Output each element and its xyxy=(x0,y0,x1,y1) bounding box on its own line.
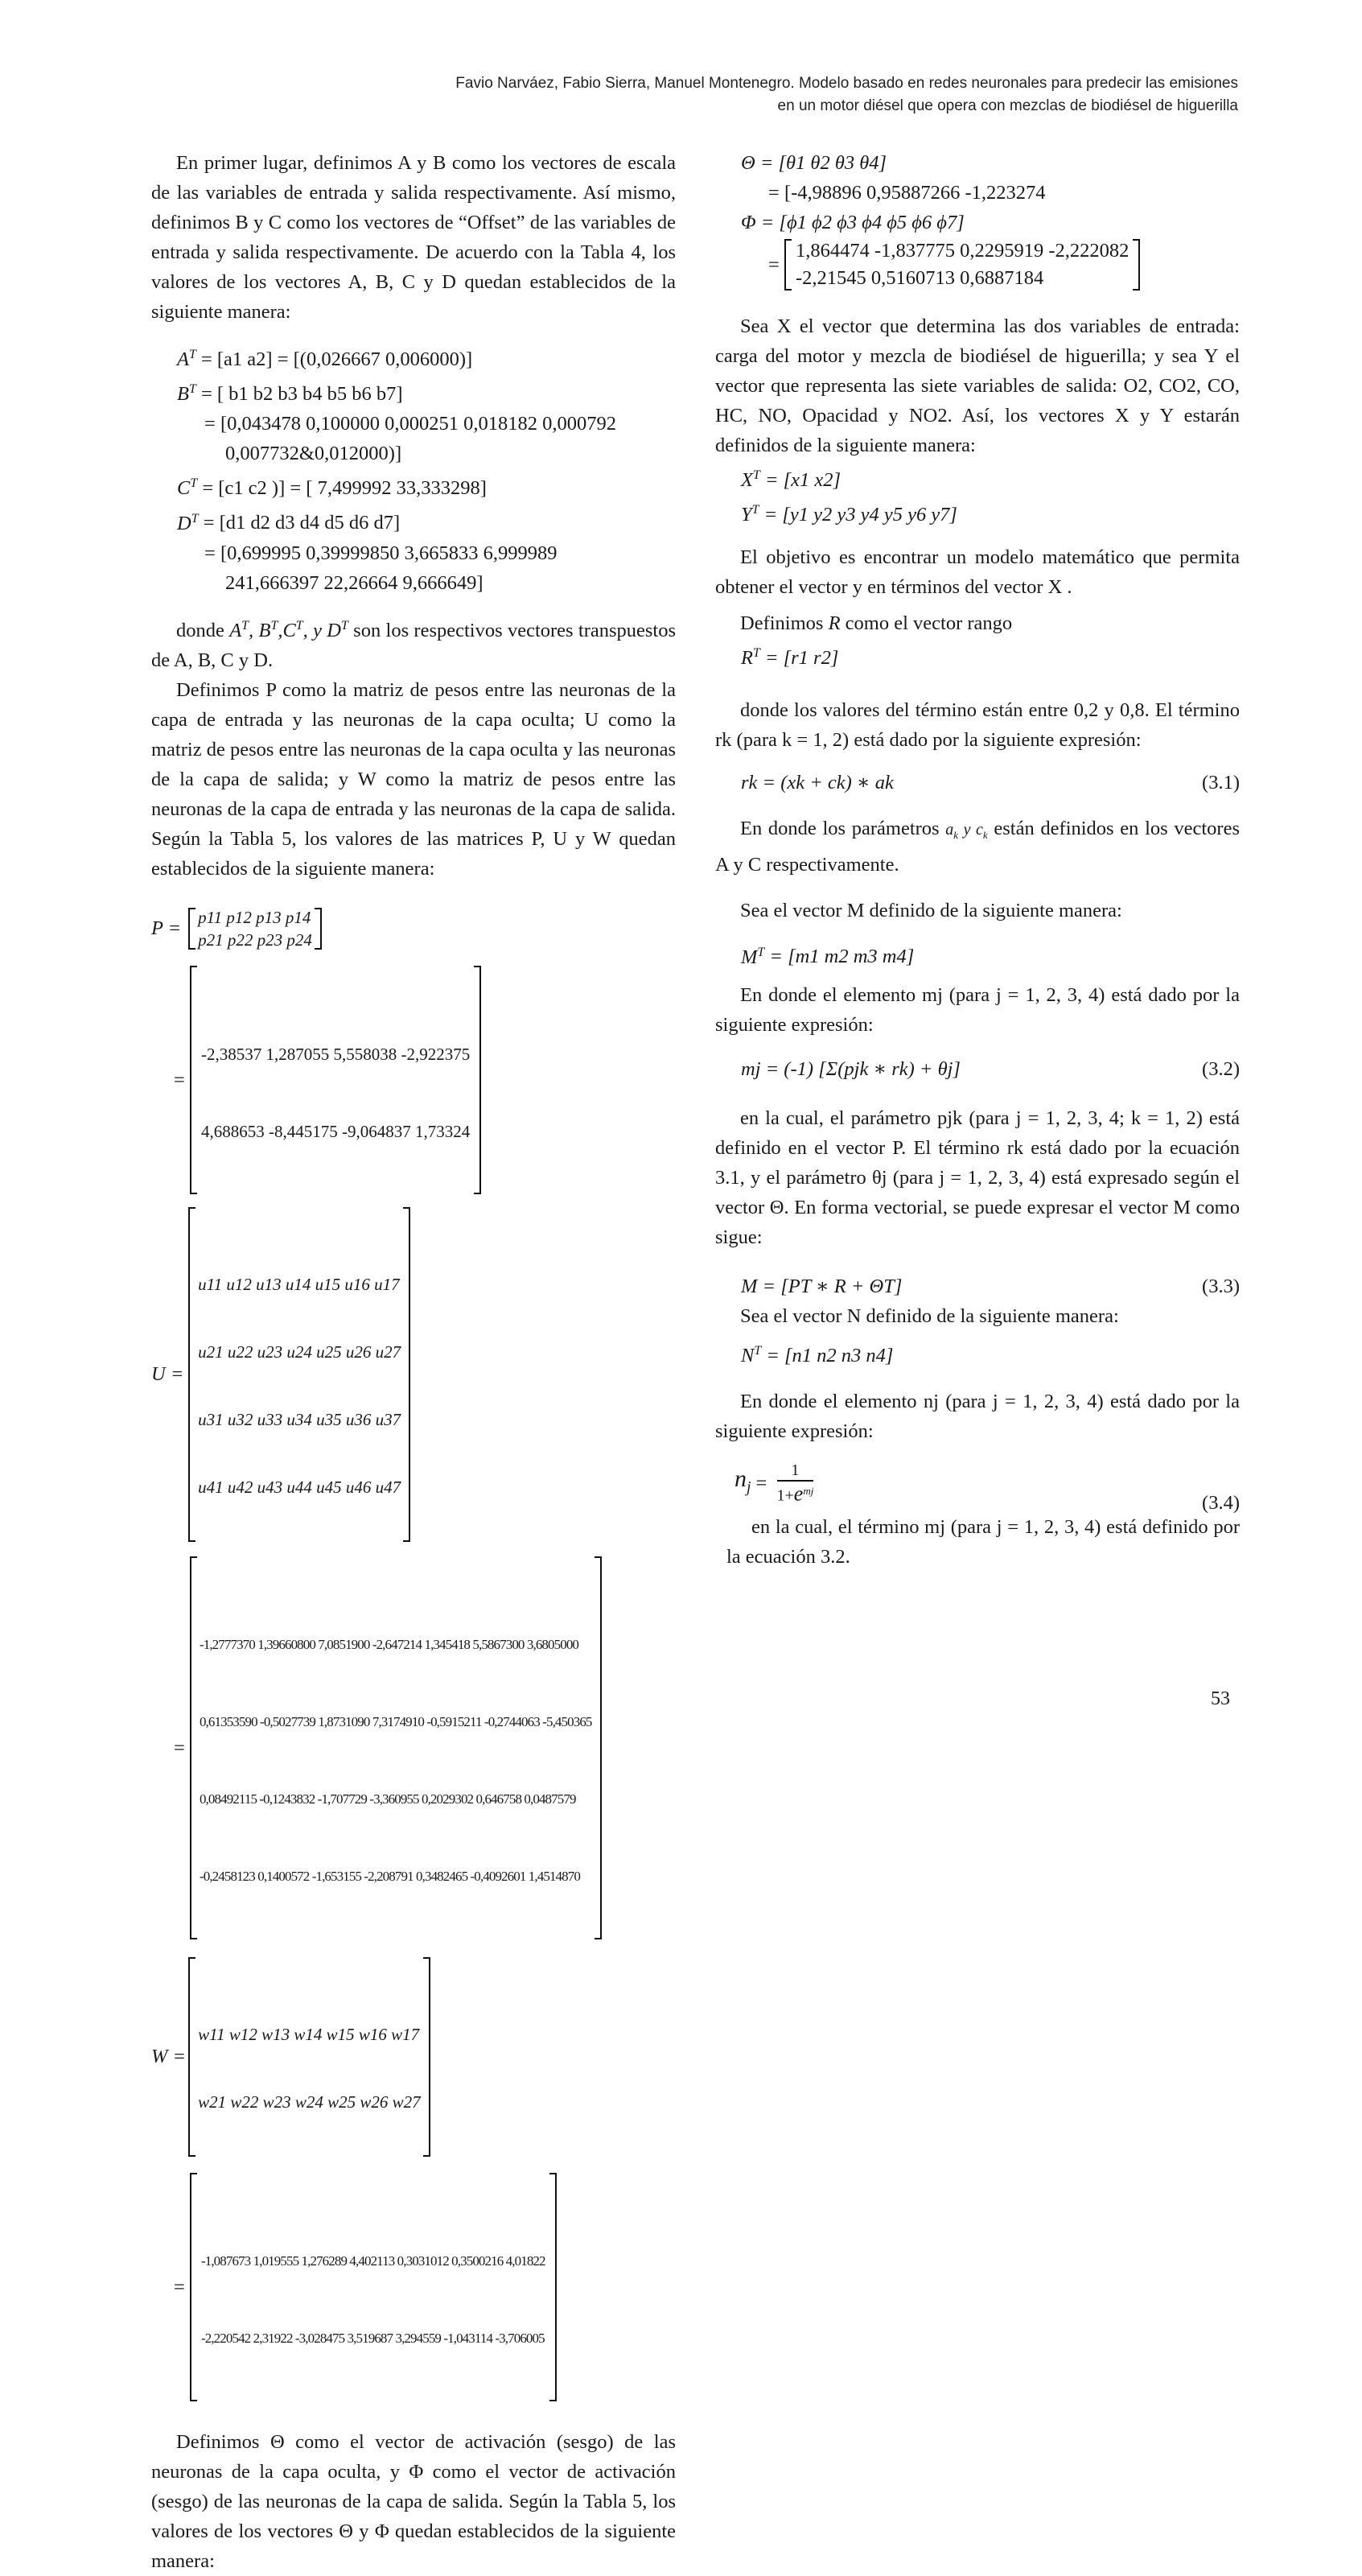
sigmoid-fraction: $\frac{1}{1+e^{mj}}$ xyxy=(776,1461,814,1506)
equation-x: $X^T = [x1$ x2] xyxy=(741,468,841,492)
matrix-p-row: p21 p22 p23 p24 xyxy=(198,929,312,950)
phi-values-row: 1,864474 -1,837775 0,2295919 -2,222082 xyxy=(795,240,1130,262)
matrix-w-values-row: -2,220542 2,31922 -3,028475 3,519687 3,294559 -1,043114 -3,706005 xyxy=(200,2330,545,2346)
equation-a: $A^T = [a1$ a2] = [(0,026667 0,006000)] xyxy=(177,348,473,371)
equation-r: $R^T = [r1$ r2] xyxy=(741,646,839,670)
matrix-w-row: w11 w12 w13 w14 w15 w16 w17 xyxy=(198,2024,420,2044)
xy-equations xyxy=(715,460,1240,530)
paragraph-objective: El objetivo es encontrar un modelo matemático que permita obtener el vector y en términos del vector X . xyxy=(715,546,1240,599)
page-number: 53 xyxy=(1211,1688,1230,1709)
equation-3-3: M = [PT ∗ R + ΘT] (3.3) xyxy=(715,1272,1240,1301)
equation-d-values: = [0,699995 0,39999850 3,665833 6,999989 xyxy=(204,542,558,564)
equation-b-values: = [0,043478 0,100000 0,000251 0,018182 0,000792 xyxy=(204,413,616,435)
equation-number: (3.1) xyxy=(1202,772,1240,794)
matrix-u-values-row: 0,08492115 -0,1243832 -1,707729 -3,360955 0,2029302 0,646758 0,0487579 xyxy=(199,1791,576,1807)
paragraph-activation-vectors: Definimos Θ como el vector de activación (sesgo) de las neuronas de la capa oculta, y Φ como el vector de activación (sesgo) de las neuronas de la capa de salida. Según la Tabla 5, los valores de los vectores Θ y Φ quedan establecidos de la siguiente manera: xyxy=(151,2430,676,2572)
matrix-u-row: u41 u42 u43 u44 u45 u46 u47 xyxy=(198,1477,401,1497)
theta-phi-equations xyxy=(715,148,1240,292)
paragraph-vector-n: Sea el vector N definido de la siguiente manera: xyxy=(740,1304,1119,1327)
paragraph-parameter-pjk: en la cual, el parámetro pjk (para j = 1, 2, 3, 4; k = 1, 2) está definido en el vector P. El término rk está dado por la ecuación 3.1, y el parámetro θj (para j = 1, 2, 3, 4) está expresado según el vector Θ. En forma vectorial, se puede expresar el vector M como sigue: xyxy=(715,1107,1240,1248)
paragraph-weight-matrices: Definimos P como la matriz de pesos entre las neuronas de la capa de entrada y las neuronas de la capa oculta; U como la matriz de pesos entre las neuronas de la capa oculta y las neuronas de la capa de salida; y W como la matriz de pesos entre las neuronas de la capa de entrada y las neuronas de la capa de salida. Según la Tabla 5, los valores de las matrices P, U y W quedan establecidos de la siguiente manera: xyxy=(151,678,676,880)
matrix-w-row: w21 w22 w23 w24 w25 w26 w27 xyxy=(198,2092,421,2112)
matrix-w-values-row: -1,087673 1,019555 1,276289 4,402113 0,3031012 0,3500216 4,01822 xyxy=(200,2252,545,2269)
equation-number: (3.4) xyxy=(1202,1491,1240,1514)
equation-number: (3.2) xyxy=(1202,1057,1240,1080)
matrix-u-row: u31 u32 u33 u34 u35 u36 u37 xyxy=(198,1409,401,1429)
equation-theta-values: = [-4,98896 0,95887266 -1,223274 xyxy=(768,182,1046,204)
matrix-w: W = w11 w12 w13 w14 w15 w16 w17 w21 w22 w23 w24 w25 w26 w27 = -1,087673 1,019555 1,276289 4,402113 0,3031012 0,3500216 4,01822 -2,220542 2,31922 -3,028475 3,519687 3,294559 -1,043114 -3,706005 xyxy=(151,1956,676,2403)
matrix-p-values-row: -2,38537 1,287055 5,558038 -2,922375 xyxy=(200,1044,471,1064)
matrix-p-values-row: 4,688653 -8,445175 -9,064837 1,73324 xyxy=(200,1121,471,1141)
matrix-u-row: u11 u12 u13 u14 u15 u16 u17 xyxy=(198,1274,400,1294)
matrix-p-row: p11 p12 p13 p14 xyxy=(198,907,311,927)
equation-d: $D^T = [d1$ d2 d3 d4 d5 d6 d7] xyxy=(177,511,401,534)
matrix-u-row: u21 u22 u23 u24 u25 u26 u27 xyxy=(198,1342,401,1362)
equation-phi-values: = 1,864474 -1,837775 0,2295919 -2,222082 -2,21545 0,5160713 0,6887184 xyxy=(741,237,1240,292)
vector-equations xyxy=(151,340,676,598)
equation-theta: Θ = [θ1 θ2 θ3 θ4] xyxy=(741,152,887,174)
paragraph-range-vector: Definimos R como el vector rango xyxy=(740,612,1013,635)
equation-b-values-2: 0,007732&0,012000)] xyxy=(225,443,402,465)
paragraph-term-mj: en la cual, el término mj (para j = 1, 2, 3, 4) está definido por la ecuación 3.2. xyxy=(726,1515,1240,1568)
matrix-p: P = p11 p12 p13 p14 p21 p22 p23 p24 = -2,38537 1,287055 5,558038 -2,922375 4,688653 -8,445175 -9,064837 1,73324 xyxy=(151,906,676,1196)
equation-number: (3.3) xyxy=(1202,1275,1240,1297)
left-column xyxy=(151,148,676,2576)
phi-values-row: -2,21545 0,5160713 0,6887184 xyxy=(795,267,1044,289)
paragraph-vector-m: Sea el vector M definido de la siguiente manera: xyxy=(740,900,1122,922)
equation-m: $M^T = [m1$ m2 m3 m4] xyxy=(741,945,915,968)
equation-3-1: rk = (xk + ck) ∗ ak (3.1) xyxy=(715,768,1240,798)
equation-n: $N^T = [n1$ n2 n3 n4] xyxy=(741,1343,894,1366)
paragraph-input-output: Sea X el vector que determina las dos variables de entrada: carga del motor y mezcla de biodiésel de higuerilla; y sea Y el vector que representa las siete variables de salida: O2, CO2, CO, HC, NO, Opacidad y NO2. Así, los vectores X y Y estarán definidos de la siguiente manera: xyxy=(715,315,1240,456)
equation-3-4: $n_j$ = $\frac{1}{1+e^{mj}}$ (3.4) xyxy=(715,1461,1240,1509)
paragraph-element-m: En donde el elemento mj (para j = 1, 2, 3, 4) está dado por la siguiente expresión: xyxy=(715,983,1240,1036)
right-column xyxy=(715,148,1240,1572)
equation-b: $B^T$ = [ b1 b2 b3 b4 b5 b6 b7] xyxy=(177,382,403,406)
paragraph-parameters: En donde los parámetros $a_k$ y $c_k$ están definidos en los vectores A y C respectivamente. xyxy=(715,818,1240,876)
equation-3-2: mj = (-1) [Σ(pjk ∗ rk) + θj] (3.2) xyxy=(715,1054,1240,1084)
paragraph-element-n: En donde el elemento nj (para j = 1, 2, 3, 4) está dado por la siguiente expresión: xyxy=(715,1390,1240,1442)
paragraph-range-term: donde los valores del término están entre 0,2 y 0,8. El término rk (para k = 1, 2) está dado por la siguiente expresión: xyxy=(715,699,1240,752)
equation-c: $C^T = [c1$ c2 )] = [ 7,499992 33,333298] xyxy=(177,476,487,500)
matrix-u-values-row: -1,2777370 1,39660800 7,0851900 -2,647214 1,345418 5,5867300 3,6805000 xyxy=(199,1636,579,1652)
matrix-u: U = u11 u12 u13 u14 u15 u16 u17 u21 u22 u23 u24 u25 u26 u27 u31 u32 u33 u34 u35 u36 u37 u41 u42 u43 u44 u45 u46 u47 = -1,2777370 1,39660800 7,0851900 -2,647214 1,345418 5,5867300 3,6805000 0,61353590 -0,5027739 1,8731090 7,3174910 -0,5915211 -0,2744063 -5,450365 0,08492115 -0,1243832 -1,707729 -3,360955 0,2029302 0,646758 0,0487579 -0,2458123 0,1400572 -1,653155 -2,208791 0,3482465 -0,4092601 1,4514870 xyxy=(151,1206,676,1941)
running-header xyxy=(455,72,1238,117)
equation-y: $Y^T = [y1$ y2 y3 y4 y5 y6 y7] xyxy=(741,503,957,526)
header-line-1: Favio Narváez, Fabio Sierra, Manuel Montenegro. Modelo basado en redes neuronales para predecir las emisiones xyxy=(455,75,1238,92)
paragraph-scale-vectors: En primer lugar, definimos A y B como los vectores de escala de las variables de entrada y salida respectivamente. Así mismo, definimos B y C como los vectores de “Offset” de las variables de entrada y salida respectivamente. De acuerdo con la Tabla 4, los valores de los vectores A, B, C y D quedan establecidos de la siguiente manera: xyxy=(151,152,676,323)
equation-phi: Φ = [ϕ1 ϕ2 ϕ3 ϕ4 ϕ5 ϕ6 ϕ7] xyxy=(741,212,965,233)
matrix-u-values-row: -0,2458123 0,1400572 -1,653155 -2,208791 0,3482465 -0,4092601 1,4514870 xyxy=(199,1868,580,1884)
matrix-u-values-row: 0,61353590 -0,5027739 1,8731090 7,3174910 -0,5915211 -0,2744063 -5,450365 xyxy=(199,1713,592,1729)
paragraph-transposed: donde $A^T$, $B^T,C^T$, y $D^T$ son los respectivos vectores transpuestos de A, B, C y D. xyxy=(151,618,677,671)
header-line-2: en un motor diésel que opera con mezclas de biodiésel de higuerilla xyxy=(777,97,1238,114)
equation-d-values-2: 241,666397 22,26664 9,666649] xyxy=(225,571,483,594)
